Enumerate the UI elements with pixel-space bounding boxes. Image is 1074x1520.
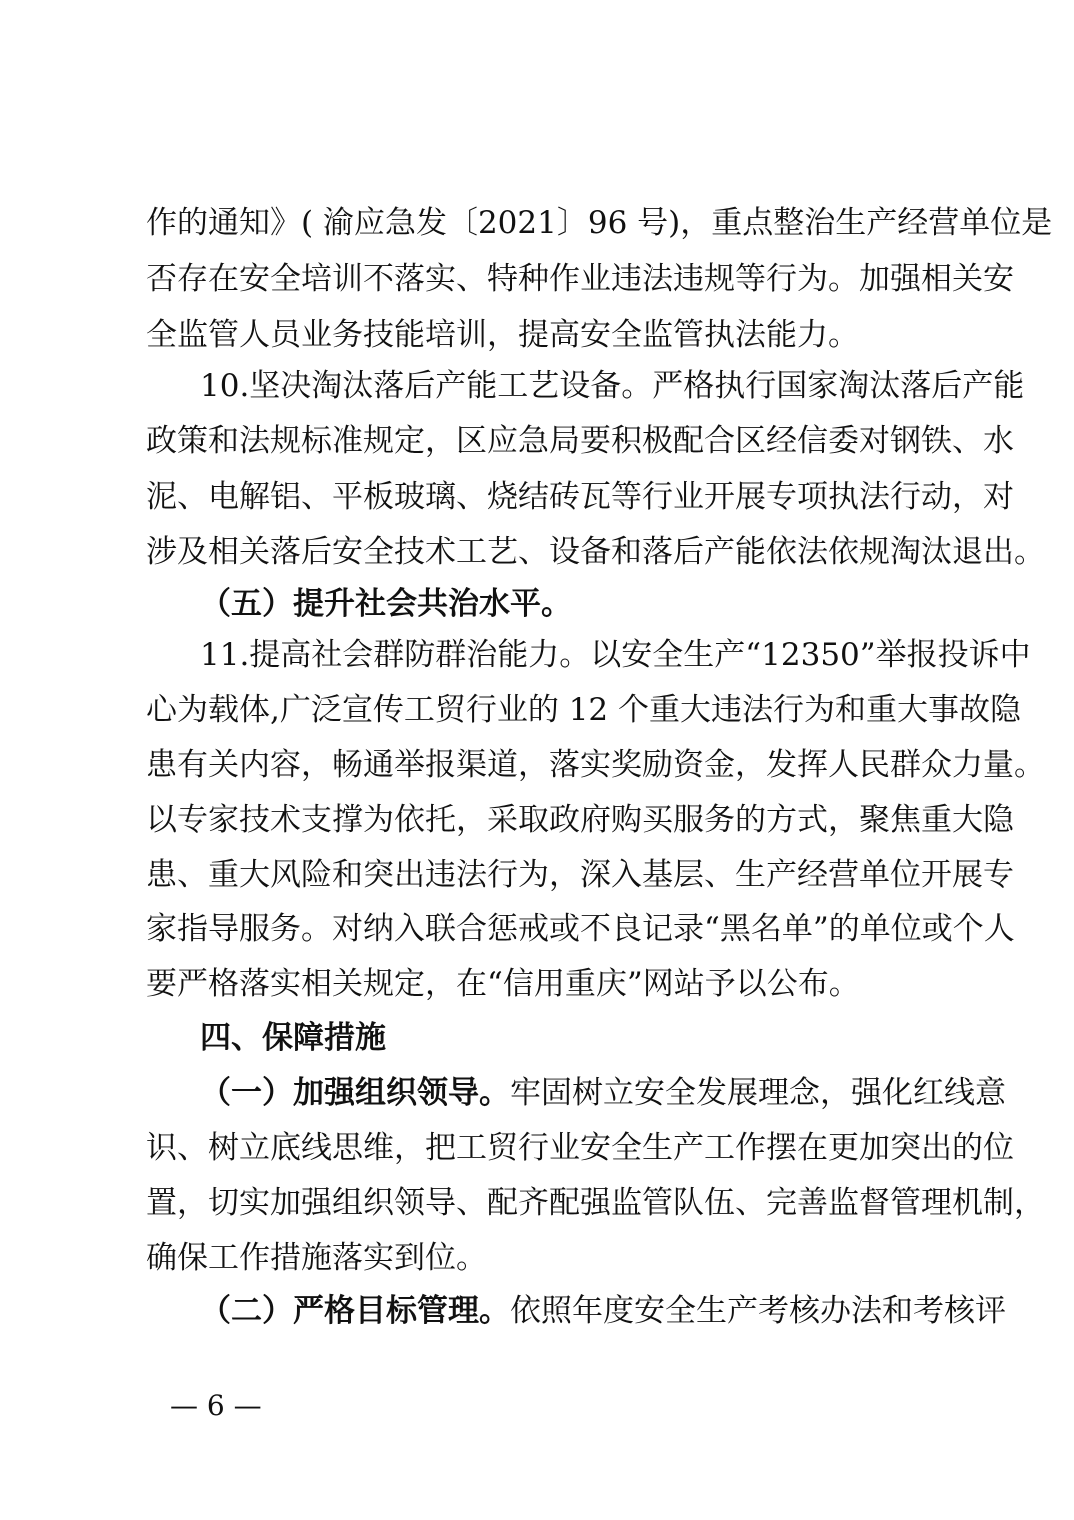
paragraph-line [200, 1073, 1006, 1113]
body-text-run: 牢固树立安全发展理念，强化红线意 [510, 1075, 1006, 1111]
body-text-line: 否存在安全培训不落实、特种作业违法违规等行为。加强相关安 [146, 261, 1014, 297]
body-text-line: 识、树立底线思维，把工贸行业安全生产工作摆在更加突出的位 [146, 1130, 1014, 1166]
body-text-line: 患有关内容，畅通举报渠道，落实奖励资金，发挥人民群众力量。 [146, 747, 1045, 783]
body-text-line: 政策和法规标准规定，区应急局要积极配合区经信委对钢铁、水 [146, 423, 1014, 459]
section-subheading: （五）提升社会共治水平。 [200, 586, 572, 622]
section-heading: 四、保障措施 [200, 1020, 386, 1056]
body-text-run: 依照年度安全生产考核办法和考核评 [510, 1293, 1006, 1329]
body-text-line: 要严格落实相关规定，在“信用重庆”网站予以公布。 [146, 966, 860, 1002]
paragraph-subheading: （二）严格目标管理。 [200, 1293, 510, 1329]
body-text-line: 涉及相关落后安全技术工艺、设备和落后产能依法依规淘汰退出。 [146, 534, 1045, 570]
body-text-line: 确保工作措施落实到位。 [146, 1240, 487, 1276]
paragraph-subheading: （一）加强组织领导。 [200, 1075, 510, 1111]
body-text-line: 家指导服务。对纳入联合惩戒或不良记录“黑名单”的单位或个人 [146, 911, 1015, 947]
body-text-line: 患、重大风险和突出违法行为，深入基层、生产经营单位开展专 [146, 857, 1014, 893]
body-text-line: 心为载体,广泛宣传工贸行业的 12 个重大违法行为和重大事故隐 [146, 692, 1022, 728]
body-text-line: 10.坚决淘汰落后产能工艺设备。严格执行国家淘汰落后产能 [200, 368, 1025, 404]
body-text-line: 以专家技术支撑为依托，采取政府购买服务的方式，聚焦重大隐 [146, 802, 1014, 838]
paragraph-line [200, 1291, 1006, 1331]
page-number: — 6 — [170, 1389, 262, 1422]
body-text-line: 全监管人员业务技能培训，提高安全监管执法能力。 [146, 317, 859, 353]
body-text-line: 作的通知》( 渝应急发〔2021〕96 号)，重点整治生产经营单位是 [146, 205, 1053, 241]
body-text-line: 11.提高社会群防群治能力。以安全生产“12350”举报投诉中 [200, 637, 1031, 673]
body-text-line: 泥、电解铝、平板玻璃、烧结砖瓦等行业开展专项执法行动，对 [146, 479, 1014, 515]
body-text-line: 置，切实加强组织领导、配齐配强监管队伍、完善监督管理机制， [146, 1185, 1045, 1221]
